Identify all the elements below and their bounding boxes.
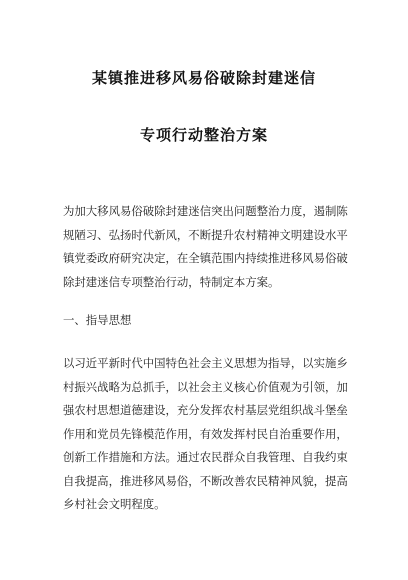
section1-line: 作用和党员先锋模范作用，有效发挥村民自治重要作用， bbox=[63, 426, 348, 441]
intro-line: 为加大移风易俗破除封建迷信突出问题整治力度，遏制陈 bbox=[63, 204, 348, 218]
section1-paragraph bbox=[63, 352, 347, 517]
section1-line: 以习近平新时代中国特色社会主义思想为指导，以实施乡 bbox=[63, 356, 348, 370]
intro-line: 镇党委政府研究决定，在全镇范围内持续推进移风易俗破 bbox=[63, 251, 348, 265]
intro-line: 规陋习、弘扬时代新风，不断提升农村精神文明建设水平 bbox=[63, 227, 348, 242]
document-title-line1: 某镇推进移风易俗破除封建迷信 bbox=[91, 69, 316, 87]
section-heading-guiding-ideology: 一、指导思想 bbox=[63, 313, 132, 327]
section1-line: 乡村社会文明程度。 bbox=[63, 497, 166, 511]
section1-line: 自我提高，推进移风易俗，不断改善农民精神风貌，提高 bbox=[63, 473, 348, 488]
document-title-line2: 专项行动整治方案 bbox=[139, 126, 268, 144]
intro-paragraph bbox=[63, 200, 347, 294]
section1-line: 强农村思想道德建设，充分发挥农村基层党组织战斗堡垒 bbox=[63, 403, 348, 417]
intro-line: 除封建迷信专项整治行动，特制定本方案。 bbox=[63, 274, 280, 289]
section1-line: 创新工作措施和方法。通过农民群众自我管理、自我约束 bbox=[63, 450, 348, 464]
section1-line: 村振兴战略为总抓手，以社会主义核心价值观为引领，加 bbox=[63, 379, 348, 394]
